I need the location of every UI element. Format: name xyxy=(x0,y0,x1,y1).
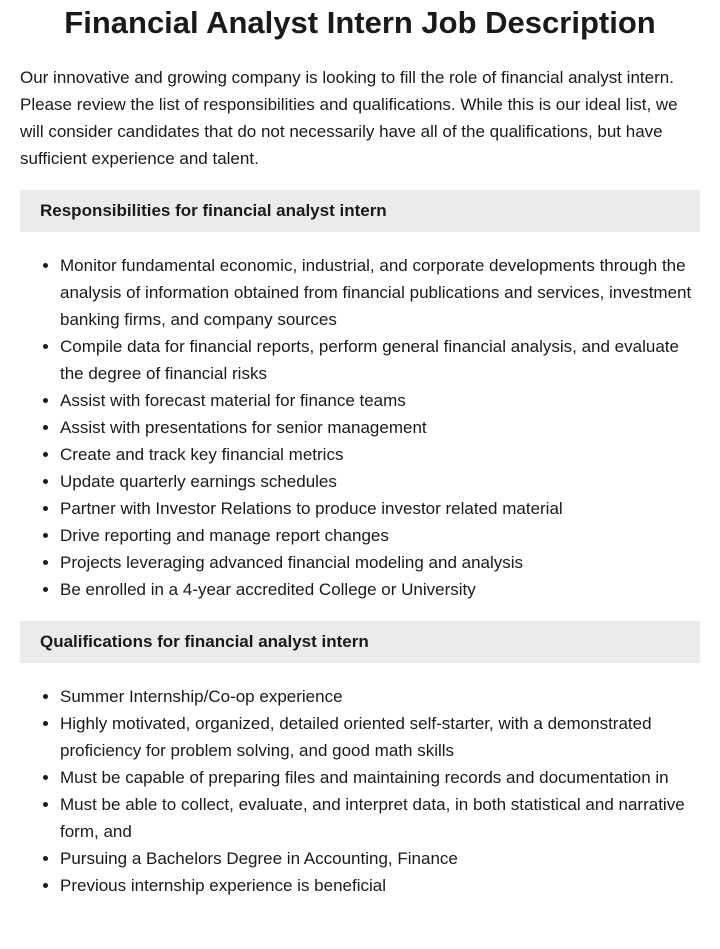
list-item: • Assist with presentations for senior management xyxy=(60,414,700,441)
list-item: • Highly motivated, organized, detailed oriented self-starter, with a demonstrated proficiency for problem solving, and good math skills xyxy=(60,710,700,764)
qualifications-list xyxy=(20,683,700,899)
list-item: • Create and track key financial metrics xyxy=(60,441,700,468)
list-item: • Projects leveraging advanced financial modeling and analysis xyxy=(60,549,700,576)
list-item: • Drive reporting and manage report changes xyxy=(60,522,700,549)
list-item: • Pursuing a Bachelors Degree in Accounting, Finance xyxy=(60,845,700,872)
list-item: • Must be able to collect, evaluate, and interpret data, in both statistical and narrative form, and xyxy=(60,791,700,845)
list-item: • Must be capable of preparing files and maintaining records and documentation in xyxy=(60,764,700,791)
list-item: • Summer Internship/Co-op experience xyxy=(60,683,700,710)
list-item: • Compile data for financial reports, perform general financial analysis, and evaluate the degree of financial risks xyxy=(60,333,700,387)
list-item: • Partner with Investor Relations to produce investor related material xyxy=(60,495,700,522)
list-item: • Be enrolled in a 4-year accredited College or University xyxy=(60,576,700,603)
page-title: Financial Analyst Intern Job Description xyxy=(64,5,656,40)
list-item: • Monitor fundamental economic, industrial, and corporate developments through the analysis of information obtained from financial publications and services, investment banking firms, and company sources xyxy=(60,252,700,333)
intro-paragraph: Our innovative and growing company is looking to fill the role of financial analyst intern. Please review the list of responsibilities and qualifications. While this is our ideal list, we will consider candidates that do not necessarily have all of the qualifications, but have sufficient experience and talent. xyxy=(20,68,678,168)
responsibilities-list xyxy=(20,252,700,603)
list-item: • Update quarterly earnings schedules xyxy=(60,468,700,495)
list-item: • Previous internship experience is beneficial xyxy=(60,872,700,899)
list-item: • Assist with forecast material for finance teams xyxy=(60,387,700,414)
responsibilities-heading: Responsibilities for financial analyst intern xyxy=(20,190,700,232)
qualifications-heading: Qualifications for financial analyst intern xyxy=(20,621,700,663)
